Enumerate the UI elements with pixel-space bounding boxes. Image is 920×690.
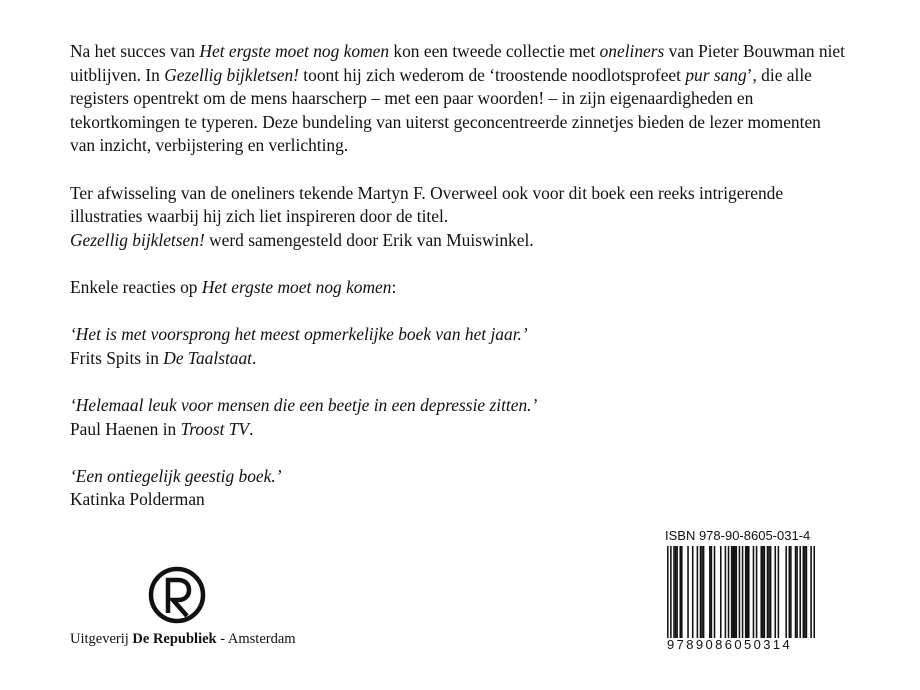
text-span: ’, die alle registers opentrekt om de mens haarscherp – met een paar woorden! – in zijn eigenaardigheden en tekortkomingen te typeren. Deze bundeling van uiterst geconcentreerde zinnetjes bieden de lezer momenten van inzicht, verbijstering en verlichting.: [70, 64, 821, 156]
quote-1: [70, 323, 850, 370]
quote-text: ‘Een ontiegelijk geestig boek.’: [70, 465, 282, 486]
barcode-bar: [714, 546, 716, 638]
barcode-bar: [760, 546, 762, 638]
barcode-bar: [762, 546, 764, 638]
circle-r-logo-icon: [148, 566, 206, 624]
text-span: .: [252, 347, 257, 368]
quote-source: Frits Spits in: [70, 347, 164, 368]
barcode-bar: [810, 546, 812, 638]
barcode-bar: [720, 546, 722, 638]
barcode-bar: [675, 546, 677, 638]
barcode-bar: [774, 546, 776, 638]
barcode-bar: [768, 546, 770, 638]
barcode-bar: [806, 546, 808, 638]
text-span: toont hij zich wederom de ‘troostende noodlotsprofeet: [298, 64, 686, 85]
quote-medium: De Taalstaat: [163, 347, 253, 368]
italic-term: oneliners: [599, 41, 665, 61]
barcode-bar: [778, 546, 780, 638]
text-span: :: [391, 276, 397, 297]
barcode-digits: 9789086050314: [667, 637, 793, 652]
barcode-bar: [670, 546, 672, 638]
barcode-bar: [756, 546, 758, 638]
barcode-bar: [673, 546, 675, 638]
barcode-bar: [796, 546, 798, 638]
quote-medium: Troost TV: [180, 418, 250, 439]
quote-2: [70, 394, 850, 441]
barcode-bar: [785, 546, 787, 638]
back-cover-text: [70, 40, 850, 512]
book-title-italic: Gezellig bijkletsen!: [164, 64, 299, 85]
barcode-bar: [697, 546, 699, 638]
barcode-bar: [728, 546, 730, 638]
barcode-bar: [681, 546, 683, 638]
barcode-bar: [732, 546, 734, 638]
text-span: van Pieter Bouwman niet uitblijven. In: [70, 41, 845, 85]
barcode-bar: [692, 546, 694, 638]
barcode-bar: [748, 546, 750, 638]
book-title-italic: Het ergste moet nog komen: [199, 41, 390, 61]
barcode-bar: [753, 546, 755, 638]
barcode-bar: [734, 546, 736, 638]
barcode-bar: [739, 546, 741, 638]
barcode-bar: [742, 546, 744, 638]
barcode-bar: [803, 546, 805, 638]
book-title-italic: Gezellig bijkletsen!: [70, 229, 205, 250]
reactions-intro: [70, 276, 850, 300]
blurb-paragraph-1: [70, 40, 850, 158]
barcode-bar: [767, 546, 769, 638]
barcode-bar: [676, 546, 678, 638]
text-span: .: [249, 418, 254, 439]
barcode-bar: [745, 546, 747, 638]
barcode: [667, 546, 815, 638]
italic-term: pur sang: [685, 64, 747, 85]
text-span: werd samengesteld door Erik van Muiswinkel.: [204, 229, 534, 250]
text-span: Na het succes van: [70, 41, 200, 61]
barcode-bar: [731, 546, 733, 638]
publisher-name: De Republiek: [132, 631, 217, 647]
barcode-bar: [813, 546, 815, 638]
publisher-city: - Amsterdam: [216, 631, 296, 647]
barcode-bar: [804, 546, 806, 638]
barcode-bar: [790, 546, 792, 638]
barcode-bar: [701, 546, 703, 638]
quote-3: [70, 465, 850, 512]
barcode-bar: [679, 546, 681, 638]
book-title-italic: Het ergste moet nog komen: [201, 276, 392, 297]
text-span: Enkele reacties op: [70, 276, 202, 297]
publisher-prefix: Uitgeverij: [70, 631, 133, 647]
isbn-label: ISBN 978-90-8605-031-4: [665, 528, 811, 543]
quote-source: Katinka Polderman: [70, 489, 205, 510]
barcode-bar: [667, 546, 669, 638]
barcode-bar: [789, 546, 791, 638]
barcode-bar: [709, 546, 711, 638]
barcode-bar: [746, 546, 748, 638]
barcode-bar: [795, 546, 797, 638]
blurb-paragraph-2: [70, 182, 850, 253]
quote-text: ‘Het is met voorsprong het meest opmerkelijke boek van het jaar.’: [70, 324, 528, 345]
publisher-line: [70, 630, 296, 648]
barcode-bar: [764, 546, 766, 638]
barcode-bar: [700, 546, 702, 638]
barcode-bar: [799, 546, 801, 638]
barcode-bar: [687, 546, 689, 638]
text-span: kon een tweede collectie met: [389, 41, 600, 61]
text-span: Ter afwisseling van de oneliners tekende Martyn F. Overweel ook voor dit boek een reeks intrigerende illustraties waarbij hij zich liet inspireren door de titel.: [70, 182, 784, 227]
quote-source: Paul Haenen in: [70, 418, 181, 439]
barcode-bar: [770, 546, 772, 638]
quote-text: ‘Helemaal leuk voor mensen die een beetje in een depressie zitten.’: [70, 394, 538, 415]
barcode-bar: [736, 546, 738, 638]
barcode-bar: [725, 546, 727, 638]
barcode-bar: [703, 546, 705, 638]
barcode-bar: [711, 546, 713, 638]
